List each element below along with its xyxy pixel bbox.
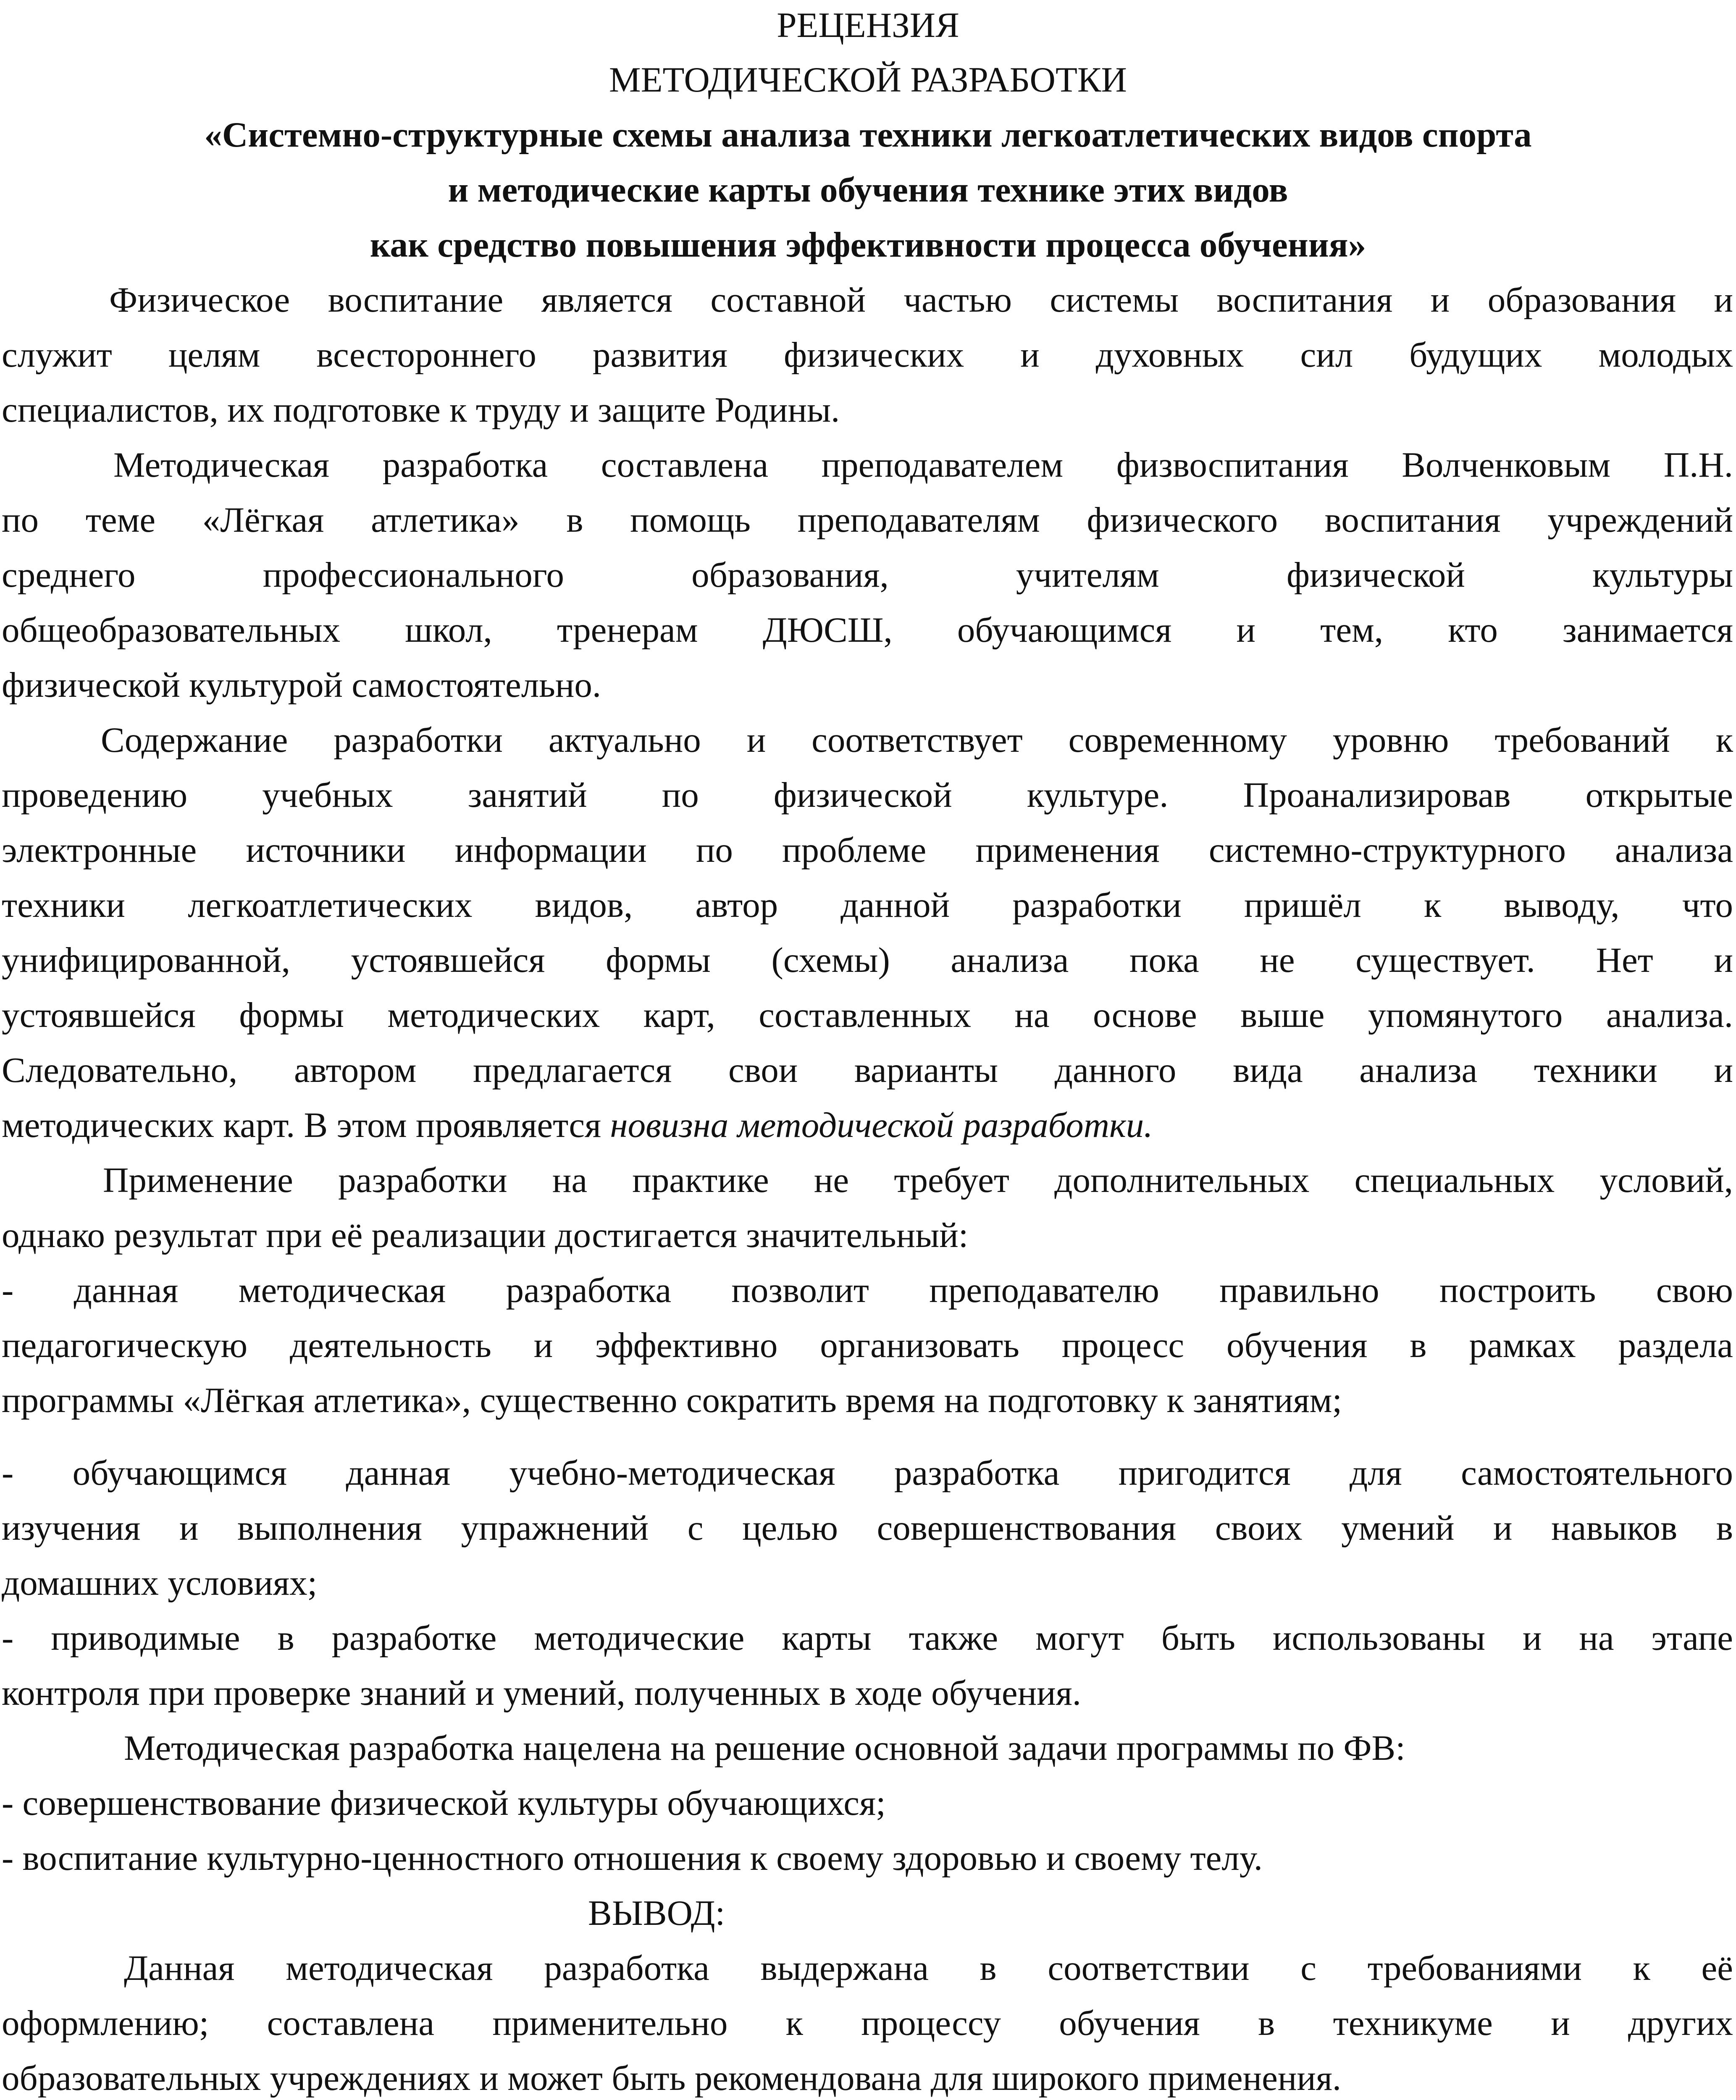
paragraph-line: по теме «Лёгкая атлетика» в помощь преподавателям физического воспитания учреждений bbox=[2, 500, 1733, 540]
list-item-line: домашних условиях; bbox=[2, 1563, 318, 1603]
document-subtitle: МЕТОДИЧЕСКОЙ РАЗРАБОТКИ bbox=[609, 60, 1127, 100]
paragraph-line: физической культурой самостоятельно. bbox=[2, 665, 601, 705]
paragraph-line: устоявшейся формы методических карт, составленных на основе выше упомянутого анализа. bbox=[2, 995, 1733, 1035]
paragraph-line: оформлению; составлена применительно к процессу обучения в техникуме и других bbox=[2, 2003, 1733, 2043]
novelty-emphasis: новизна методической разработки. bbox=[610, 1105, 1153, 1145]
list-item-line: изучения и выполнения упражнений с целью совершенствования своих умений и навыков в bbox=[2, 1508, 1733, 1548]
paragraph-line: унифицированной, устоявшейся формы (схемы) анализа пока не существует. Нет и bbox=[2, 940, 1733, 980]
paragraph-line: Методическая разработка составлена преподавателем физвоспитания Волченковым П.Н. bbox=[113, 445, 1733, 485]
paragraph-text: методических карт. В этом проявляется bbox=[2, 1105, 610, 1145]
task-list-item: - воспитание культурно-ценностного отношения к своему здоровью и своему телу. bbox=[2, 1838, 1263, 1878]
paragraph-line: Физическое воспитание является составной частью системы воспитания и образования и bbox=[109, 280, 1733, 320]
paragraph-line: общеобразовательных школ, тренерам ДЮСШ, обучающимся и тем, кто занимается bbox=[2, 610, 1733, 650]
paragraph-line: Содержание разработки актуально и соответствует современному уровню требований к bbox=[101, 720, 1733, 760]
subject-title-line: и методические карты обучения технике этих видов bbox=[448, 170, 1288, 210]
document-title: РЕЦЕНЗИЯ bbox=[777, 5, 959, 45]
paragraph-line: образовательных учреждениях и может быть рекомендована для широкого применения. bbox=[2, 2058, 1342, 2098]
paragraph-line bbox=[2, 1105, 1153, 1145]
paragraph-line: служит целям всестороннего развития физических и духовных сил будущих молодых bbox=[2, 335, 1733, 375]
list-item-line: - обучающимся данная учебно-методическая разработка пригодится для самостоятельного bbox=[2, 1453, 1733, 1493]
subject-title-line: как средство повышения эффективности процесса обучения» bbox=[370, 225, 1366, 265]
paragraph-line: Следовательно, автором предлагается свои варианты данного вида анализа техники и bbox=[2, 1050, 1733, 1090]
paragraph-line: техники легкоатлетических видов, автор данной разработки пришёл к выводу, что bbox=[2, 885, 1733, 925]
conclusion-heading: ВЫВОД: bbox=[588, 1893, 725, 1933]
paragraph-line: специалистов, их подготовке к труду и защите Родины. bbox=[2, 390, 840, 430]
paragraph-line: Методическая разработка нацелена на решение основной задачи программы по ФВ: bbox=[124, 1728, 1405, 1768]
task-list-item: - совершенствование физической культуры обучающихся; bbox=[2, 1783, 886, 1823]
paragraph-line: Данная методическая разработка выдержана в соответствии с требованиями к её bbox=[124, 1948, 1733, 1988]
list-item-line: - данная методическая разработка позволит преподавателю правильно построить свою bbox=[2, 1270, 1733, 1310]
subject-title-line: «Системно-структурные схемы анализа техники легкоатлетических видов спорта bbox=[204, 115, 1532, 155]
paragraph-line: однако результат при её реализации достигается значительный: bbox=[2, 1215, 969, 1255]
paragraph-line: проведению учебных занятий по физической культуре. Проанализировав открытые bbox=[2, 775, 1733, 815]
list-item-line: - приводимые в разработке методические карты также могут быть использованы и на этапе bbox=[2, 1618, 1733, 1658]
paragraph-line: электронные источники информации по проблеме применения системно-структурного анализа bbox=[2, 830, 1733, 870]
paragraph-line: среднего профессионального образования, учителям физической культуры bbox=[2, 555, 1733, 595]
list-item-line: контроля при проверке знаний и умений, полученных в ходе обучения. bbox=[2, 1673, 1081, 1713]
list-item-line: программы «Лёгкая атлетика», существенно сократить время на подготовку к занятиям; bbox=[2, 1381, 1342, 1420]
list-item-line: педагогическую деятельность и эффективно организовать процесс обучения в рамках раздела bbox=[2, 1326, 1733, 1365]
paragraph-line: Применение разработки на практике не требует дополнительных специальных условий, bbox=[103, 1160, 1733, 1200]
